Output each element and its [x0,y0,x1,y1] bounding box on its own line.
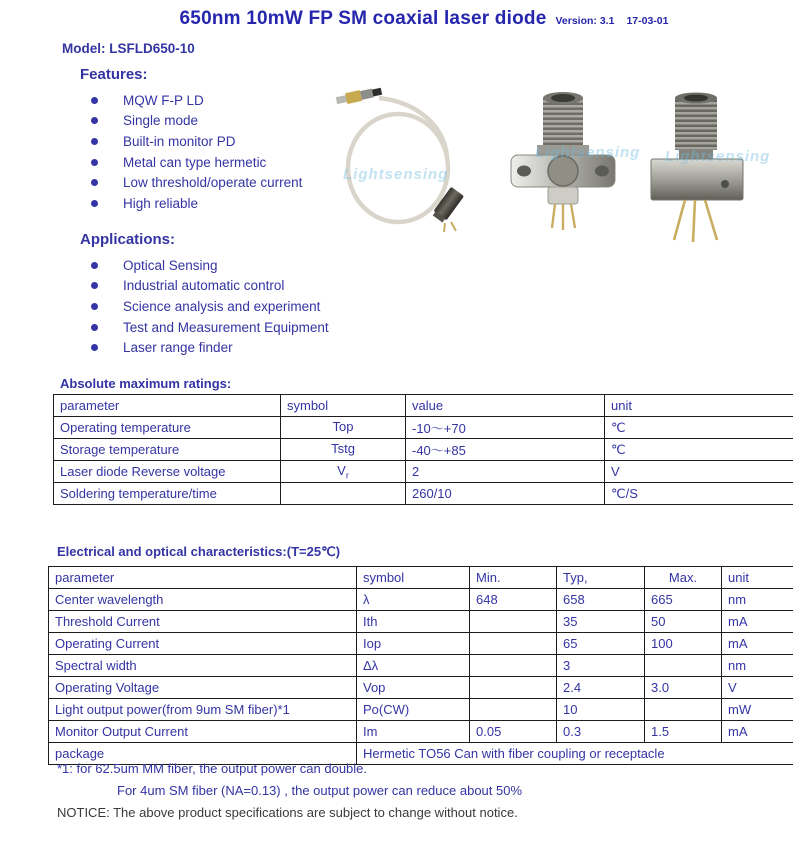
feature-label: Built-in monitor PD [123,133,236,149]
application-label: Laser range finder [123,340,233,356]
table-header-row [54,395,793,417]
cell-parameter: Threshold Current [49,611,357,633]
cell-typ: 0.3 [557,721,645,743]
application-label: Test and Measurement Equipment [123,319,329,335]
cell-parameter: Laser diode Reverse voltage [54,461,281,483]
column-header: parameter [49,567,357,589]
cell-typ: 65 [557,633,645,655]
electrical-table [48,566,793,765]
cell-symbol [281,461,406,483]
features-heading: Features: [80,66,148,83]
column-header: Max. [645,567,722,589]
photo-pigtail-laser-diode [335,82,483,232]
cell-min [470,655,557,677]
table-row [54,417,793,439]
application-label: Industrial automatic control [123,278,285,294]
cell-unit: mA [722,611,793,633]
watermark-text: Lightsensing [343,166,449,183]
abs-max-table [53,394,793,505]
cell-parameter: Storage temperature [54,439,281,461]
cell-symbol: Vop [357,677,470,699]
table-row [49,611,793,633]
application-label: Optical Sensing [123,257,218,273]
table-row [49,589,793,611]
bullet-icon [91,303,98,310]
column-header: unit [605,395,793,417]
cell-max [645,699,722,721]
table-row [49,633,793,655]
cell-symbol: Po(CW) [357,699,470,721]
cell-symbol: Δλ [357,655,470,677]
model-label: Model: LSFLD650-10 [62,41,195,56]
abs-max-heading: Absolute maximum ratings: [60,376,232,391]
cell-min [470,611,557,633]
cell-unit: V [722,677,793,699]
cell-typ: 3 [557,655,645,677]
bullet-icon [91,282,98,289]
cell-max [645,655,722,677]
date-label: 17-03-01 [626,15,669,27]
feature-item [80,111,302,132]
cell-value: 260/10 [406,483,605,505]
cell-symbol [281,483,406,505]
cell-unit: mA [722,633,793,655]
cell-min [470,633,557,655]
cell-min [470,699,557,721]
cell-value: -10～+70 [406,417,605,439]
application-item [80,337,329,358]
bullet-icon [91,97,98,104]
symbol-main: V [337,462,346,478]
cell-min: 648 [470,589,557,611]
applications-heading: Applications: [80,231,176,248]
cell-parameter: Light output power(from 9um SM fiber)*1 [49,699,357,721]
cell-max: 1.5 [645,721,722,743]
cell-typ: 35 [557,611,645,633]
table-row [49,677,793,699]
application-item [80,296,329,317]
feature-label: Low threshold/operate current [123,175,303,191]
bullet-icon [91,138,98,145]
bullet-icon [91,324,98,331]
cell-parameter: Operating Voltage [49,677,357,699]
cell-symbol: Ith [357,611,470,633]
feature-item [80,152,302,173]
bullet-icon [91,262,98,269]
watermark-text: Lightsensing [535,144,641,161]
feature-label: MQW F-P LD [123,92,204,108]
cell-max: 3.0 [645,677,722,699]
bullet-icon [91,179,98,186]
applications-section [80,231,329,358]
feature-label: Metal can type hermetic [123,154,267,170]
cell-symbol: λ [357,589,470,611]
cell-package-value: Hermetic TO56 Can with fiber coupling or receptacle [357,743,793,765]
bullet-icon [91,159,98,166]
application-item [80,276,329,297]
watermark-text: Lightsensing [665,148,771,165]
feature-item [80,193,302,214]
cell-max: 665 [645,589,722,611]
column-header: symbol [281,395,406,417]
table-row [49,721,793,743]
notice-line: NOTICE: The above product specifications are subject to change without notice. [57,805,518,820]
cell-symbol: Im [357,721,470,743]
page-title: 650nm 10mW FP SM coaxial laser diode [179,8,547,29]
cell-value: 2 [406,461,605,483]
cell-symbol [281,439,406,461]
column-header: value [406,395,605,417]
cell-unit: mA [722,721,793,743]
feature-item [80,90,302,111]
column-header: symbol [357,567,470,589]
cell-unit: nm [722,655,793,677]
cell-unit: nm [722,589,793,611]
bullet-icon [91,117,98,124]
cell-parameter: package [49,743,357,765]
cell-typ: 658 [557,589,645,611]
cell-parameter: Soldering temperature/time [54,483,281,505]
cell-unit: ℃ [605,439,793,461]
feature-label: Single mode [123,113,199,129]
bullet-icon [91,344,98,351]
cell-unit: ℃/S [605,483,793,505]
feature-item [80,131,302,152]
table-row [49,699,793,721]
application-item [80,255,329,276]
cell-symbol: Iop [357,633,470,655]
table-row [54,483,793,505]
table-row [54,461,793,483]
electrical-heading: Electrical and optical characteristics:(T=25℃) [57,544,341,559]
photo-flange-receptacle-diode [507,90,619,232]
cell-typ: 2.4 [557,677,645,699]
cell-max: 100 [645,633,722,655]
footnote-2: For 4um SM fiber (NA=0.13) , the output power can reduce about 50% [117,783,523,798]
symbol-sub: r [345,470,349,481]
features-section [80,66,302,214]
table-row [49,655,793,677]
cell-parameter: Center wavelength [49,589,357,611]
column-header: Typ, [557,567,645,589]
cell-min: 0.05 [470,721,557,743]
symbol-main: Tstg [331,440,355,456]
symbol-main: Top [332,418,354,434]
cell-parameter: Spectral width [49,655,357,677]
table-header-row [49,567,793,589]
column-header: unit [722,567,793,589]
features-list [80,90,302,214]
photo-block-receptacle-diode [643,92,755,242]
application-label: Science analysis and experiment [123,298,321,314]
feature-label: High reliable [123,195,199,211]
header [0,8,793,30]
cell-typ: 10 [557,699,645,721]
version-label: Version: 3.1 [555,15,615,27]
footnote-1: *1: for 62.5um MM fiber, the output power can double. [57,761,368,776]
column-header: parameter [54,395,281,417]
cell-parameter: Operating Current [49,633,357,655]
cell-symbol [281,417,406,439]
table-row [54,439,793,461]
cell-parameter: Operating temperature [54,417,281,439]
column-header: Min. [470,567,557,589]
feature-item [80,172,302,193]
cell-value: -40～+85 [406,439,605,461]
bullet-icon [91,200,98,207]
product-photos [335,78,793,234]
cell-min [470,677,557,699]
cell-parameter: Monitor Output Current [49,721,357,743]
cell-unit: mW [722,699,793,721]
application-item [80,317,329,338]
cell-max: 50 [645,611,722,633]
cell-unit: V [605,461,793,483]
applications-list [80,255,329,358]
cell-unit: ℃ [605,417,793,439]
